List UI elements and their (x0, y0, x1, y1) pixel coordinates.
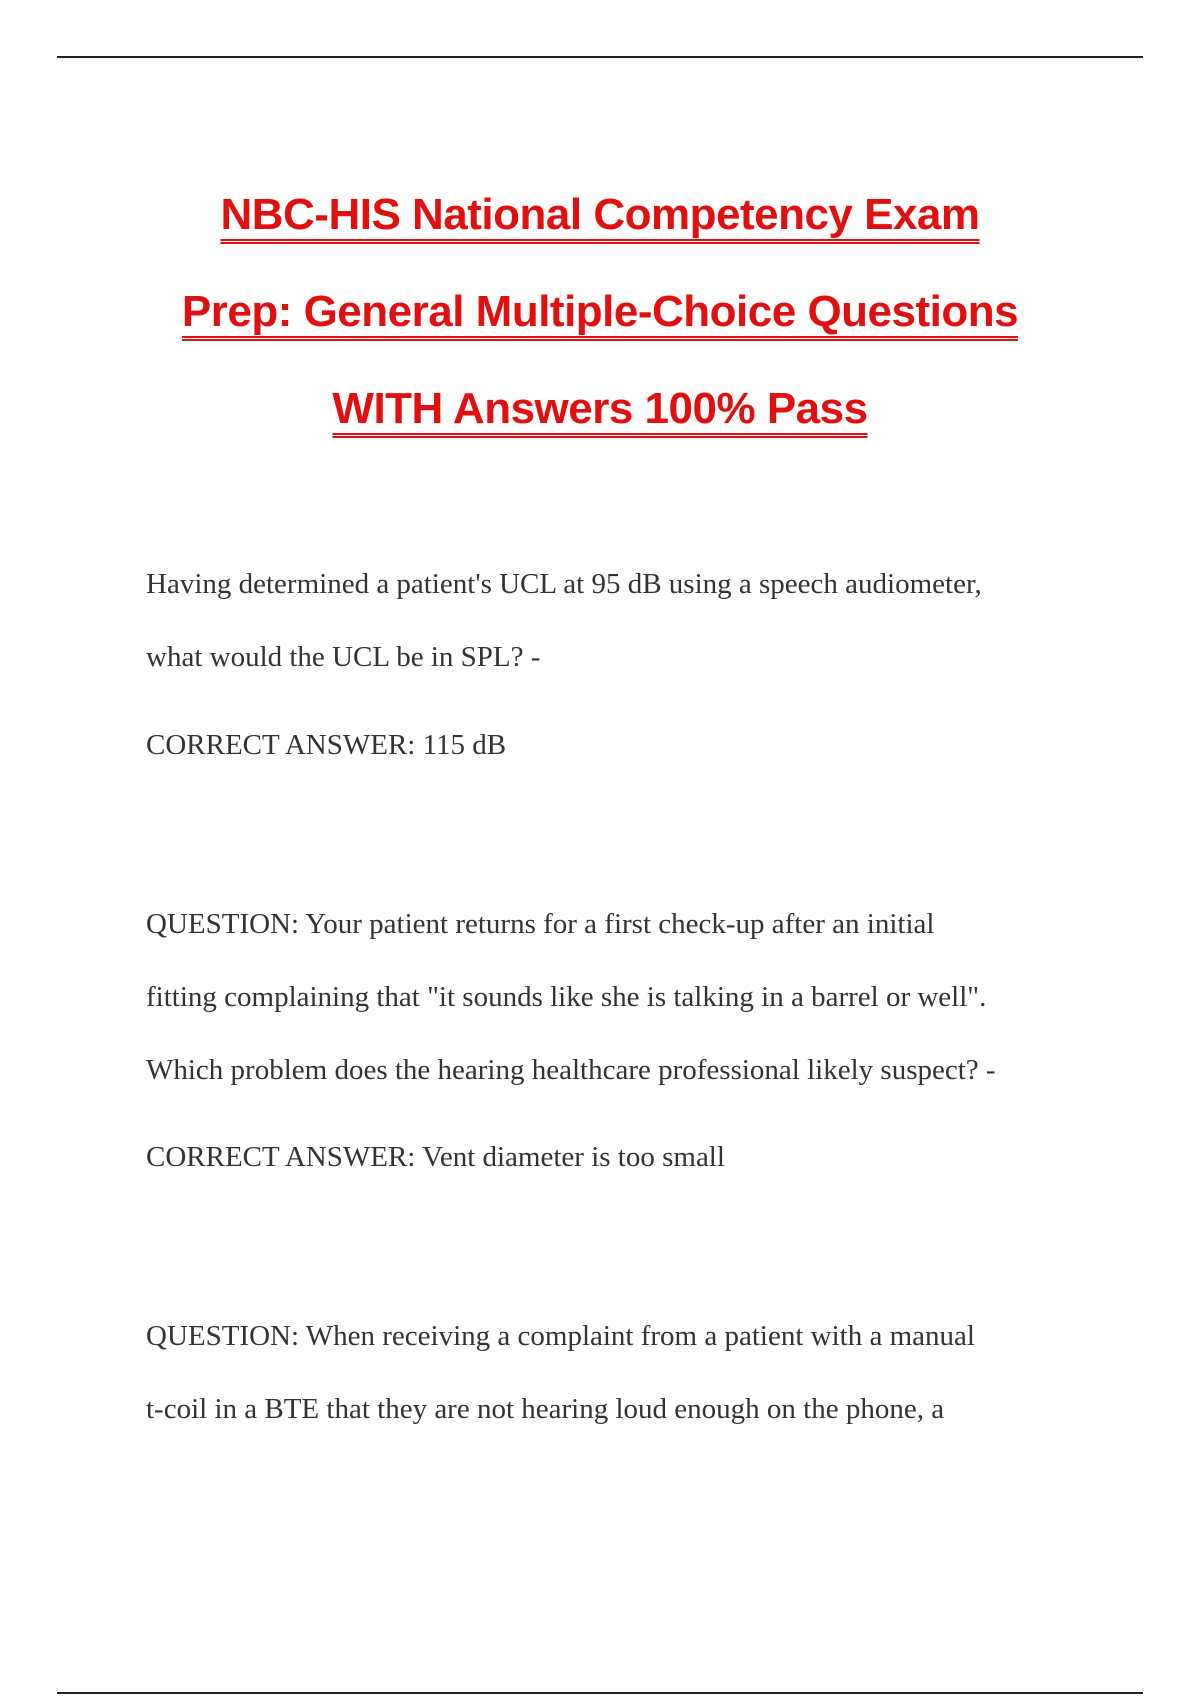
question-line: QUESTION: Your patient returns for a first check-up after an initial (146, 908, 935, 940)
question-line: QUESTION: When receiving a complaint from a patient with a manual (146, 1320, 975, 1352)
title-line (100, 277, 1100, 374)
title-text: WITH Answers 100% Pass (332, 384, 868, 433)
question-line: Which problem does the hearing healthcare professional likely suspect? - (146, 1054, 996, 1086)
question-line: Having determined a patient's UCL at 95 dB using a speech audiometer, (146, 568, 982, 600)
document-title (100, 180, 1100, 471)
answer-line: CORRECT ANSWER: Vent diameter is too small (146, 1141, 725, 1173)
header-rule (57, 56, 1143, 58)
question-line: what would the UCL be in SPL? - (146, 641, 541, 673)
footer-rule (57, 1692, 1143, 1694)
title-line (100, 374, 1100, 471)
question-line: fitting complaining that "it sounds like she is talking in a barrel or well". (146, 981, 987, 1013)
title-text: NBC-HIS National Competency Exam (220, 190, 980, 239)
question-line: t-coil in a BTE that they are not hearing loud enough on the phone, a (146, 1393, 945, 1425)
title-line (100, 180, 1100, 277)
answer-line: CORRECT ANSWER: 115 dB (146, 729, 507, 761)
title-text: Prep: General Multiple-Choice Questions (181, 287, 1019, 336)
